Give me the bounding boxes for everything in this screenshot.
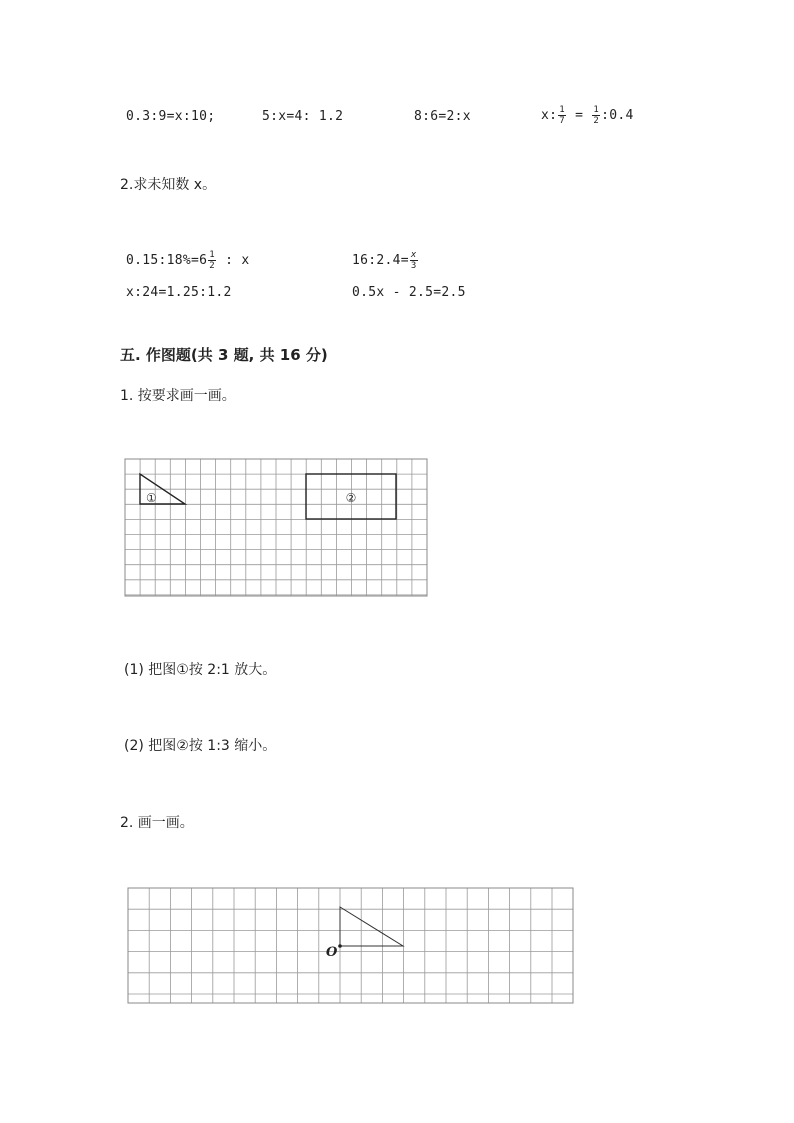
question-2-title: 2.求未知数 x。 xyxy=(120,177,217,193)
equation-8: 0.5x - 2.5=2.5 xyxy=(352,285,466,300)
equation-5: 0.15:18%=6 $\frac{1}{2}$ : x xyxy=(126,250,250,271)
equation-4: x: $\frac{1}{7}$ = $\frac{1}{2}$ :0.4 xyxy=(541,105,634,126)
shape-1-label: ① xyxy=(146,491,157,505)
section-5-title: 五. 作图题(共 3 题, 共 16 分) xyxy=(120,346,328,364)
drawing-question-2-title: 2. 画一画。 xyxy=(120,815,194,831)
equation-7: x:24=1.25:1.2 xyxy=(126,285,232,300)
equation-3: 8:6=2:x xyxy=(414,109,471,124)
sub-question-1: (1) 把图①按 2:1 放大。 xyxy=(124,662,277,678)
drawing-question-1-title: 1. 按要求画一画。 xyxy=(120,388,236,404)
equation-2: 5:x=4: 1.2 xyxy=(262,109,344,124)
equation-6: 16:2.4= $\frac{x}{3}$ xyxy=(352,250,417,271)
equation-1: 0.3:9=x:10; xyxy=(126,109,216,124)
sub-question-2: (2) 把图②按 1:3 缩小。 xyxy=(124,738,277,754)
grid-2 xyxy=(128,888,573,1003)
origin-point xyxy=(338,944,342,948)
triangle-figure xyxy=(340,907,403,946)
grid-1 xyxy=(125,459,427,596)
origin-label: O xyxy=(326,945,338,960)
shape-2-label: ② xyxy=(345,491,357,505)
